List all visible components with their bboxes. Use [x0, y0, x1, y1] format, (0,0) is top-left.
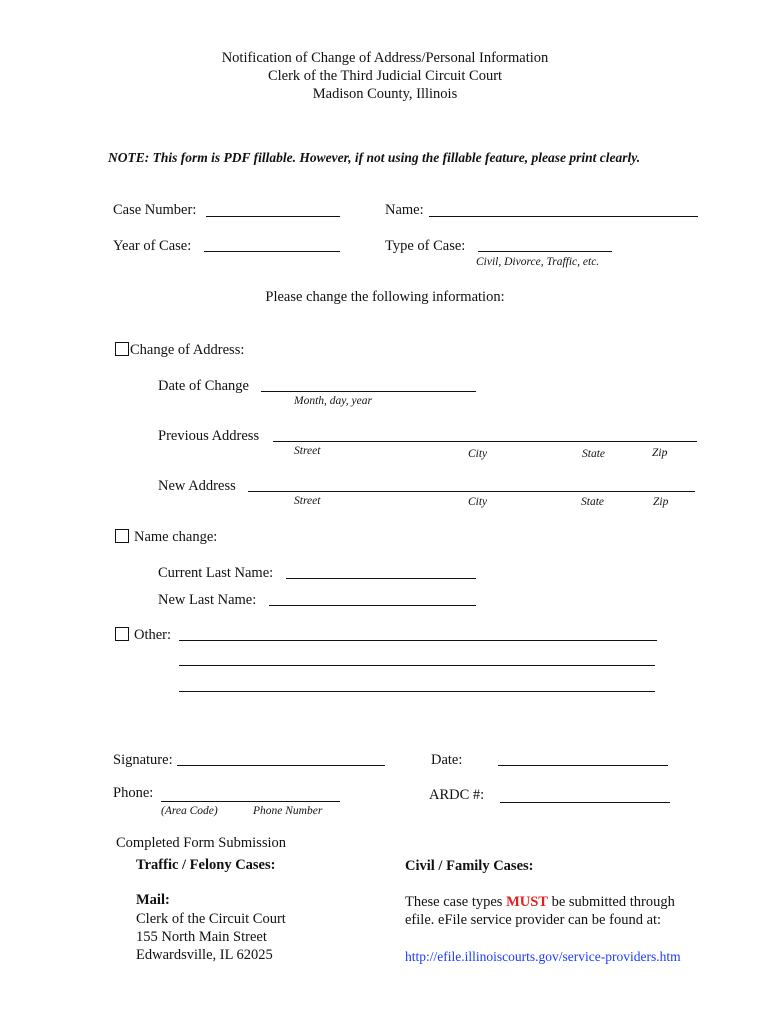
submission-heading: Completed Form Submission: [116, 835, 286, 851]
mail-address-line-3: Edwardsville, IL 62025: [136, 947, 273, 963]
year-of-case-label: Year of Case:: [113, 238, 192, 254]
name-change-checkbox[interactable]: [115, 529, 129, 543]
date-of-change-hint: Month, day, year: [294, 395, 372, 407]
new-address-field[interactable]: [248, 491, 695, 492]
civil-family-heading: Civil / Family Cases:: [405, 858, 534, 874]
current-last-name-field[interactable]: [286, 578, 476, 579]
civil-instructions-post: be submitted through: [547, 894, 675, 910]
other-label: Other:: [134, 627, 172, 643]
change-of-address-checkbox[interactable]: [115, 342, 129, 356]
other-field-line-3[interactable]: [179, 691, 655, 692]
new-zip-hint: Zip: [653, 496, 669, 508]
traffic-felony-heading: Traffic / Felony Cases:: [136, 857, 276, 873]
civil-instructions-line-2: efile. eFile service provider can be found at:: [405, 912, 662, 928]
year-of-case-field[interactable]: [204, 251, 340, 252]
instruction-text: Please change the following information:: [265, 289, 505, 305]
ardc-label: ARDC #:: [429, 787, 485, 803]
new-last-name-field[interactable]: [269, 605, 476, 606]
form-title: Notification of Change of Address/Personal Information: [221, 50, 549, 66]
new-address-label: New Address: [158, 478, 236, 494]
phone-label: Phone:: [113, 785, 154, 801]
previous-city-hint: City: [468, 448, 488, 460]
date-field[interactable]: [498, 765, 668, 766]
fillable-note: NOTE: This form is PDF fillable. However, if not using the fillable feature, please print clearly.: [108, 150, 641, 165]
type-of-case-hint: Civil, Divorce, Traffic, etc.: [476, 256, 600, 268]
other-field-line-2[interactable]: [179, 665, 655, 666]
mail-heading: Mail:: [136, 892, 170, 908]
previous-address-field[interactable]: [273, 441, 697, 442]
civil-instructions-line-1: [405, 894, 675, 911]
previous-street-hint: Street: [294, 445, 321, 457]
civil-instructions-pre: These case types: [405, 894, 507, 910]
court-name: Clerk of the Third Judicial Circuit Court: [267, 68, 503, 84]
signature-label: Signature:: [113, 752, 173, 768]
case-number-field[interactable]: [206, 216, 340, 217]
other-field-line-1[interactable]: [179, 640, 657, 641]
previous-state-hint: State: [582, 448, 605, 460]
previous-address-label: Previous Address: [158, 428, 260, 444]
date-of-change-label: Date of Change: [158, 378, 249, 394]
phone-field[interactable]: [161, 801, 340, 802]
case-number-label: Case Number:: [113, 202, 197, 218]
name-change-label: Name change:: [134, 529, 218, 545]
area-code-hint: (Area Code): [161, 805, 218, 817]
county-name: Madison County, Illinois: [312, 86, 458, 102]
name-label: Name:: [385, 202, 424, 218]
date-label: Date:: [431, 752, 463, 768]
new-street-hint: Street: [294, 495, 321, 507]
new-city-hint: City: [468, 496, 488, 508]
new-last-name-label: New Last Name:: [158, 592, 257, 608]
mail-address-line-2: 155 North Main Street: [136, 929, 267, 945]
change-of-address-label: Change of Address:: [130, 342, 245, 358]
new-state-hint: State: [581, 496, 604, 508]
ardc-field[interactable]: [500, 802, 670, 803]
must-emphasis: MUST: [506, 894, 548, 910]
name-field[interactable]: [429, 216, 698, 217]
phone-number-hint: Phone Number: [253, 805, 323, 817]
signature-field[interactable]: [177, 765, 385, 766]
efile-providers-link[interactable]: http://efile.illinoiscourts.gov/service-providers.htm: [405, 949, 681, 964]
date-of-change-field[interactable]: [261, 391, 476, 392]
other-checkbox[interactable]: [115, 627, 129, 641]
current-last-name-label: Current Last Name:: [158, 565, 274, 581]
mail-address-line-1: Clerk of the Circuit Court: [136, 911, 286, 927]
previous-zip-hint: Zip: [652, 447, 668, 459]
type-of-case-field[interactable]: [478, 251, 612, 252]
type-of-case-label: Type of Case:: [385, 238, 466, 254]
